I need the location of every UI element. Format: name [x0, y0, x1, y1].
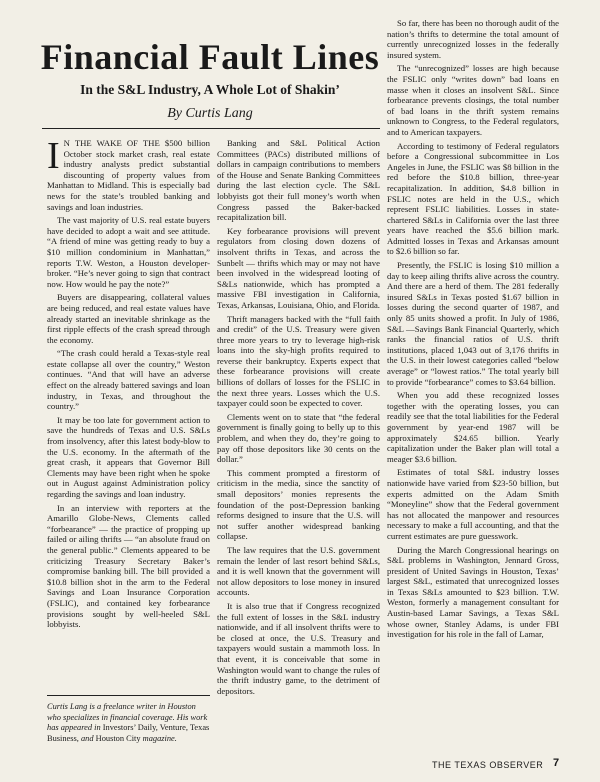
bio-tail: magazine. — [142, 733, 177, 743]
paragraph: Estimates of total S&L industry losses nationwide have varied from $23-50 billion, but experts admitted on the Adam Smith “Moneyline” show that the Federal government has not allocated the manpower and resources necessary to make a full accounting, and that the current estimates are pure guesswork. — [387, 467, 559, 541]
page-number: 7 — [553, 757, 560, 769]
article-deck: In the S&L Industry, A Whole Lot of Shakin’ — [80, 82, 340, 97]
column-3 — [387, 18, 559, 752]
paragraph: The law requires that the U.S. government remain the lender of last resort behind S&Ls, and it is well known that the government will not allow depositors to lose money in insured accounts. — [217, 544, 380, 598]
paragraph: In an interview with reporters at the Amarillo Globe-News, Clements called “forbearance” — the practice of propping up failed or ailing thrifts — “an absolute fraud on the general public.” Clements appeared to be criticizing Treasury Secretary Baker’s compromise banking bill. The bill provided a $10.8 billion shot in the arm to the Federal Savings and Loan Insurance Corporation (FSLIC), and contained key forbearance provisions sought by well-heeled S&L lobbyists. — [47, 502, 210, 630]
paragraph: During the March Congressional hearings on S&L problems in Washington, Jennard Gross, president of United Savings in Houston, Texas’ largest S&L, estimated that unrecognized losses in Texas S&Ls amounted to $23 billion. T.W. Weston, formerly a management consultant for Austin-based Lamar Savings, a Texas S&L whose owner, Stanley Adams, is under FBI investigation for his role in the fall of Lamar, — [387, 544, 559, 640]
column-1 — [47, 138, 210, 688]
bio-lead: Curtis Lang is a freelance writer in Houston who specializes in financial coverage. His work has appeared in — [47, 702, 208, 733]
paragraph: It is also true that if Congress recognized the full extent of losses in the S&L industry nationwide, and if all insolvent thrifts were to be closed at once, the U.S. Treasury and taxpayers would sustain a mammoth loss. In that event, it is conceivable that some in Washington would want to change the rules of the thrift industry game, to the detriment of depositors. — [217, 600, 380, 696]
article-headline: Financial Fault Lines — [40, 37, 380, 77]
paragraph: “The crash could herald a Texas-style real estate collapse all over the country,” Weston continues. “And that will have an adverse effect on the already battered savings and loan industry, in Texas, and throughout the country.” — [47, 348, 210, 412]
paragraph: Presently, the FSLIC is losing $10 million a day to keep ailing thrifts alive across the country. And there are a herd of them. The 281 federally insured S&Ls in Texas posted $1.67 billion in losses during the second quarter of 1987, and only 85 units showed a profit. In July of 1986, S&L —Savings Bank Financial Quarterly, which ranks the financial ratios of U.S. thrift institutions, placed 1,043 out of 3,176 thrifts in the U.S. in their lowest categories called “below average” or “lowest ratios.” The total yearly bill to provide “forbearance” comes to $3.64 billion. — [387, 260, 559, 387]
bio-last-publication: Houston City — [95, 733, 141, 743]
drop-cap: I — [47, 138, 60, 177]
publication-name: THE TEXAS OBSERVER — [432, 760, 544, 770]
paragraph: The “unrecognized” losses are high because the FSLIC only “writes down” bad loans en masse when it closes an insolvent S&L. Since forbearance prevents closings, the total number of bad loans in the thrift system remains unknown to Congress, to the Federal regulators, and to American taxpayers. — [387, 63, 559, 137]
paragraph: Thrift managers backed with the “full faith and credit” of the U.S. Treasury were given three more years to try to leverage high-risk loans into the sky-high profits required to reverse their bankruptcy. Experts expect that these forbearance provisions will create billions of dollars of losses for the FSLIC in the next three years. Losses which the U.S. taxpayer could soon be expected to cover. — [217, 313, 380, 409]
paragraph: Key forbearance provisions will prevent regulators from closing down dozens of insolvent thrifts in Texas, and across the Sunbelt — thrifts which may or may not have been involved in the widespread looting of S&Ls nationwide, which has prompted a massive FBI investigation in California, Texas, Arkansas, Louisiana, Ohio, and Florida. — [217, 225, 380, 310]
paragraph: Buyers are disappearing, collateral values are being reduced, and real estate values have already started an inevitable shrinkage as the first ripple effects of the crash spread through the economy. — [47, 292, 210, 345]
paragraph: According to testimony of Federal regulators before a Congressional subcommittee in Los Angeles in June, the FSLIC was $8 billion in the red before the $10.8 billion, three-year recapitalization. In addition, $4.8 billion in FSLIC notes are held in the U.S., which represent FSLIC liabilities. Losses in state-chartered S&Ls in California over the last three years have reached the $5.6 billion mark. Admitted losses in Texas and Arkansas amount to $2.6 billion so far. — [387, 140, 559, 257]
paragraph: The vast majority of U.S. real estate buyers have decided to adopt a wait and see attitude. “A friend of mine was getting ready to buy a $10 million condominium in Manhattan,” reports T.W. Weston, a Houston developer-broker. “He’s never going to sign that contract now. How would he pay the note?” — [47, 215, 210, 289]
paragraph: It may be too late for government action to save the hundreds of Texas and U.S. S&Ls from insolvency, after this latest body-blow to the U.S. economy. In the aftermath of the great crash, it appears that Governor Bill Clements may have been right when he spoke out in August against Administration policy regarding the savings and loan industry. — [47, 414, 210, 499]
column-2 — [217, 138, 380, 770]
lead-text: N THE WAKE OF THE $500 billion October stock market crash, real estate industry analysts predict substantial discounting of property values from Manhattan to Midland. This is especially bad news for the state’s troubled banking and savings and loan industries. — [47, 138, 210, 212]
paragraph: When you add these recognized losses together with the operating losses, you can readily see that the total liabilities for the Federal government by year-end 1987 will be approximately $24.65 billion. Yearly capitalization under the Baker plan will total a meager $3.6 billion. — [387, 390, 559, 464]
bio-and: and — [80, 733, 94, 743]
article-byline: By Curtis Lang — [167, 106, 253, 121]
paragraph: This comment prompted a firestorm of criticism in the media, since the sanctity of small depositors’ monies represents the foundation of the post-Depression banking reforms designed to insure that the U.S. will not suffer another widespread banking collapse. — [217, 467, 380, 542]
paragraph: So far, there has been no thorough audit of the nation’s thrifts to determine the total amount of currently unrecognized losses in the federally insured system. — [387, 18, 559, 60]
bio-rule — [47, 695, 210, 696]
bio-publications: Investors’ Daily, Venture, Texas Business, — [47, 723, 210, 743]
lead-paragraph — [47, 138, 210, 212]
paragraph: Clements went on to state that “the federal government is finally going to belly up to this problem, and when they do, they’re going to pay off those depositors like 30 cents on the dollar.” — [217, 411, 380, 465]
paragraph: Banking and S&L Political Action Committees (PACs) distributed millions of dollars in campaign contributions to members of the House and Senate Banking Committees during the last election cycle. The S&L lobbyists got their full money’s worth when Congress passed the Baker-backed recapitalization bill. — [217, 138, 380, 223]
headline-rule — [42, 128, 380, 129]
author-bio — [47, 702, 210, 744]
